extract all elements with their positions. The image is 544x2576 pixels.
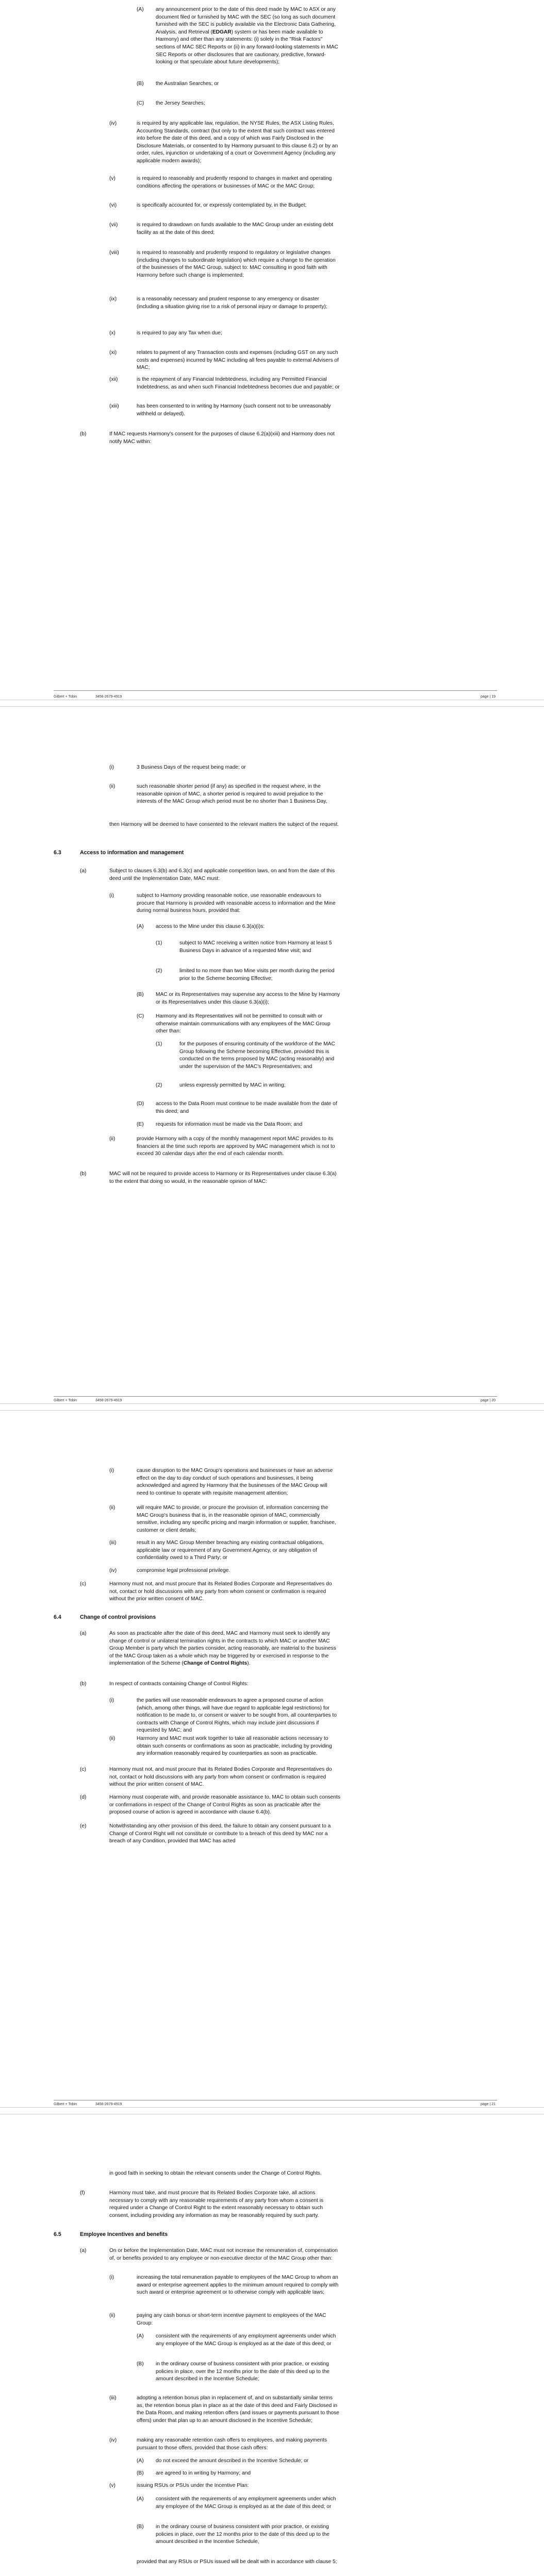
- p20-i-number: (i): [109, 765, 114, 770]
- p22-heading: Employee Incentives and benefits: [80, 2231, 168, 2238]
- p19-vii-text: is required to drawdown on funds available to the MAC Group under an existing debt facility as at the date of this deed;: [137, 222, 334, 235]
- p20-C1-number: (1): [156, 1041, 162, 1047]
- page-21: [0, 1411, 544, 2107]
- p19-vi-number: (vi): [109, 202, 117, 208]
- p22-vA-number: (A): [137, 2496, 144, 2502]
- p20-ii2-text: provide Harmony with a copy of the monthly management report MAC provides to its financiers at the time such reports are approved by MAC management which is not to exceed 30 calendar days after the end of each calendar month.: [137, 1136, 335, 1157]
- footer-firm: Gilbert + Tobin: [54, 695, 77, 699]
- p19-v-number: (v): [109, 176, 116, 181]
- p20-A2-text: limited to no more than two Mine visits per month during the period prior to the Scheme becoming Effective;: [179, 968, 335, 981]
- footer-page-number: page | 19: [481, 695, 496, 699]
- p20-then-text: then Harmony will be deemed to have consented to the relevant matters the subject of the request.: [109, 822, 339, 827]
- p22-continuation-text: in good faith in seeking to obtain the relevant consents under the Change of Control Rights.: [109, 2171, 322, 2176]
- p19-xiii-number: (xiii): [109, 403, 119, 409]
- footer-rule: [54, 690, 497, 691]
- p22-f-text: Harmony must take, and must procure that its Related Bodies Corporate take, all actions necessary to comply with any reasonable requirements of any party from whom a consent is required under a Change of Control Right to the extent reasonably necessary to obtain such consent, including providing any information as may be reasonably required by such party.: [109, 2190, 324, 2218]
- p20-ii-text: such reasonable shorter period (if any) as specified in the request where, in the reasonable opinion of MAC, a shorter period is required to avoid prejudice to the interests of the MAC Group which period must be no shorter than 1 Business Day,: [137, 784, 327, 805]
- p19-C-number: (C): [137, 100, 144, 106]
- p20-D-text: access to the Data Room must continue to be made available from the date of this deed; and: [156, 1101, 337, 1114]
- p21-i-text: cause disruption to the MAC Group's operations and businesses or have an adverse effect on the day to day conduct of such operations and businesses, it being acknowledged and agreed by Harmony that the businesses of the MAC Group will need to continue to operate with requisite management attention;: [137, 1468, 333, 1496]
- p19-viii-text: is required to reasonably and prudently respond to regulatory or legislative changes (including changes to subordinate legislation) which require a change to the operation of the businesses of the MAC Group, subject to: MAC consulting in good faith with Harmony before such change is implemented;: [137, 250, 336, 278]
- p21-b-number: (b): [80, 1681, 87, 1687]
- p21-bii-text: Harmony and MAC must work together to take all reasonable actions necessary to obtain such consents or confirmations as soon as practicable, including by providing any information reasonably required by counterparties as soon as practicable.: [137, 1736, 332, 1757]
- p19-A-text: any announcement prior to the date of this deed made by MAC to ASX or any document filed or furnished by MAC with the SEC (so long as such document furnished with the SEC is publicly available via the Electronic Data Gathering, Analysis, and Retrieval (EDGAR) system or has been made available to Harmony) and other than any statements: (i) solely in the "Risk Factors" sections of MAC SEC Reports or (ii) in any forward-looking statements in MAC SEC Reports or other disclosures that are cautionary, predictive, forward-looking or that speculate about future developments);: [156, 7, 338, 65]
- p20-B-text: MAC or its Representatives may supervise any access to the Mine by Harmony or its Representatives under this clause 6.3(a)(i);: [156, 992, 340, 1005]
- footer-page-number: page | 21: [481, 2103, 496, 2106]
- p22-vA-text: consistent with the requirements of any employment agreements under which any employee of the MAC Group is employed as at the date of this deed; or: [156, 2496, 336, 2510]
- p20-C-number: (C): [137, 1013, 144, 1019]
- p19-B-text: the Australian Searches; or: [156, 81, 219, 87]
- p20-ii2-number: (ii): [109, 1136, 116, 1142]
- p19-ix-number: (ix): [109, 296, 117, 302]
- p22-i-text: increasing the total remuneration payable to employees of the MAC Group to whom an award or enterprise agreement applies to the minimum amount required to comply with such award or enterprise agreement or to otherwise comply with applicable laws;: [137, 2275, 339, 2296]
- p20-C-text: Harmony and its Representatives will not be permitted to consult with or otherwise maintain communications with any employees of the MAC Group other than:: [156, 1013, 331, 1035]
- p20-i-text: 3 Business Days of the request being made; or: [137, 765, 246, 770]
- p20-i2-text: subject to Harmony providing reasonable notice, use reasonable endeavours to procure that Harmony is provided with reasonable access to information and the Mine during normal business hours, provided that:: [137, 893, 336, 914]
- p22-tail-text: provided that any RSUs or PSUs issued will be dealt with in accordance with clause 5;: [137, 2559, 337, 2565]
- p20-i2-number: (i): [109, 893, 114, 899]
- p21-iv-text: compromise legal professional privilege.: [137, 1568, 230, 1573]
- footer-rule: [54, 1396, 497, 1397]
- p21-bii-number: (ii): [109, 1736, 116, 1741]
- p20-A-number: (A): [137, 924, 144, 929]
- page-gap: [0, 1403, 544, 1411]
- p20-a-text: Subject to clauses 6.3(b) and 6.3(c) and applicable competition laws, on and from the date of this deed until the Implementation Date, MAC must:: [109, 868, 335, 882]
- footer-doc-ref: 3456-2679-4919: [95, 2103, 122, 2106]
- p19-xii-text: is the repayment of any Financial Indebtedness, including any Permitted Financial Indebtedness, as and when such Financial Indebtedness becomes due and payable; or: [137, 377, 340, 390]
- p21-bi-text: the parties will use reasonable endeavours to agree a proposed course of action (which, among other things, will have due regard to applicable legal restrictions) for notification to be made to, or consent or waiver to be sought from, all counterparties to contracts with Change of Control Rights, which may include joint discussions if requested by MAC; and: [137, 1698, 337, 1734]
- p20-A2-number: (2): [156, 968, 162, 974]
- p22-a-text: On or before the Implementation Date, MAC must not increase the remuneration of, compensation of, or benefits provided to any employee or non-executive director of the MAC Group other than:: [109, 2248, 338, 2261]
- p20-D-number: (D): [137, 1101, 144, 1107]
- p22-iii-number: (iii): [109, 2395, 117, 2401]
- p22-vB-text: in the ordinary course of business consistent with prior practice, or existing policies in place, over the 12 months prior to the date of this deed up to the amount described in the Incentive Schedule,: [156, 2524, 329, 2545]
- p22-ii-number: (ii): [109, 2313, 116, 2318]
- p22-iiA-number: (A): [137, 2333, 144, 2339]
- page-19: [0, 0, 544, 699]
- p21-e-number: (e): [80, 1823, 87, 1829]
- p20-C1-text: for the purposes of ensuring continuity of the workforce of the MAC Group following the Scheme becoming Effective, provided this is conducted on the terms proposed by MAC (acting reasonably) and under the supervision of the MAC's Representatives; and: [179, 1041, 335, 1070]
- p19-viii-number: (viii): [109, 250, 119, 256]
- p20-heading-number: 6.3: [54, 850, 61, 856]
- p21-c-number: (c): [80, 1581, 86, 1587]
- p22-vB-number: (B): [137, 2524, 144, 2530]
- p19-x-text: is required to pay any Tax when due;: [137, 330, 222, 336]
- p22-iiB-text: in the ordinary course of business consistent with prior practice, or existing policies in place, over the 12 months prior to the date of this deed up to the amount described in the Incentive Schedule;: [156, 2361, 329, 2382]
- page-gap: [0, 2107, 544, 2114]
- p20-heading: Access to information and management: [80, 850, 184, 856]
- p21-ii-text: will require MAC to provide, or procure the provision of, information concerning the MAC Group's business that is, in the reasonable opinion of MAC, commercially sensitive, including any specific pricing and margin information or supplier, franchisee, customer or client details;: [137, 1505, 336, 1533]
- p20-a-number: (a): [80, 868, 87, 874]
- p19-xii-number: (xii): [109, 377, 118, 382]
- p22-v-text: issuing RSUs or PSUs under the Incentive Plan:: [137, 2483, 249, 2488]
- p21-b-text: In respect of contracts containing Change of Control Rights:: [109, 1681, 249, 1687]
- p22-heading-number: 6.5: [54, 2231, 61, 2238]
- footer-firm: Gilbert + Tobin: [54, 2103, 77, 2106]
- p21-c-text-2: Harmony must not, and must procure that its Related Bodies Corporate and Representatives do not, contact or hold discussions with any party from whom consent or confirmation is required without the prior written consent of MAC.: [109, 1767, 332, 1788]
- p21-e-text: Notwithstanding any other provision of this deed, the failure to obtain any consent pursuant to a Change of Control Right will not constitute or contribute to a breach of this deed by MAC nor a breach of any Condition, provided that MAC has acted: [109, 1823, 331, 1844]
- p20-A-text: access to the Mine under this clause 6.3(a)(i)s:: [156, 924, 265, 929]
- p19-iv-number: (iv): [109, 121, 117, 126]
- footer-page-number: page | 20: [481, 1399, 496, 1402]
- p21-iii-number: (iii): [109, 1540, 117, 1546]
- p21-c-text: Harmony must not, and must procure that its Related Bodies Corporate and Representatives do not, contact or hold discussions with any party from whom consent or confirmation is required without the prior written consent of MAC.: [109, 1581, 332, 1602]
- p22-ii-text: paying any cash bonus or short-term incentive payment to employees of the MAC Group:: [137, 2313, 326, 2326]
- p22-i-number: (i): [109, 2275, 114, 2280]
- p19-xiii-text: has been consented to in writing by Harmony (such consent not to be unreasonably withheld or delayed).: [137, 403, 331, 417]
- p22-iiB-number: (B): [137, 2361, 144, 2367]
- p19-ix-text: is a reasonably necessary and prudent response to any emergency or disaster (including a situation giving rise to a risk of personal injury or damage to property);: [137, 296, 327, 310]
- p19-xi-text: relates to payment of any Transaction costs and expenses (including GST on any such costs and expenses) incurred by MAC including all fees payable to external Advisers of MAC;: [137, 350, 339, 371]
- p19-vi-text: is specifically accounted for, or expressly contemplated by, in the Budget;: [137, 202, 307, 208]
- page-gap: [0, 700, 544, 707]
- p21-heading: Change of control provisions: [80, 1614, 156, 1620]
- page-20: [0, 707, 544, 1403]
- p21-ii-number: (ii): [109, 1505, 116, 1511]
- footer-doc-ref: 3456-2679-4919: [95, 695, 122, 699]
- p19-iv-text: is required by any applicable law, regulation, the NYSE Rules, the ASX Listing Rules, Accounting Standards, contract (but only to the extent that such contract was entered into before the date of this deed, and a copy of which was Fairly Disclosed in the Disclosure Materials, or consented to by Harmony pursuant to this clause 6.2) or by an order, rules, injunction or undertaking of a court or Government Agency (including any applicable modern awards);: [137, 121, 338, 164]
- p21-d-number: (d): [80, 1794, 87, 1800]
- p22-iiA-text: consistent with the requirements of any employment agreements under which any employee of the MAC Group is employed as at the date of this deed; or: [156, 2333, 336, 2347]
- p19-vii-number: (vii): [109, 222, 118, 228]
- p21-iv-number: (iv): [109, 1568, 117, 1573]
- footer-doc-ref: 3456-2679-4919: [95, 1399, 122, 1402]
- p20-A1-number: (1): [156, 940, 162, 946]
- p20-E-text: requests for information must be made via the Data Room; and: [156, 1122, 303, 1127]
- p21-a-number: (a): [80, 1631, 87, 1636]
- p19-xi-number: (xi): [109, 350, 117, 355]
- p22-ivB-text: are agreed to in writing by Harmony; and: [156, 2470, 251, 2476]
- p21-bi-number: (i): [109, 1698, 114, 1703]
- p19-B-number: (B): [137, 81, 144, 87]
- p19-b-text: If MAC requests Harmony's consent for the purposes of clause 6.2(a)(xiii) and Harmony does not notify MAC within:: [109, 431, 335, 445]
- p22-iv-number: (iv): [109, 2437, 117, 2443]
- p19-x-number: (x): [109, 330, 116, 336]
- footer-firm: Gilbert + Tobin: [54, 1399, 77, 1402]
- p22-v-number: (v): [109, 2483, 116, 2488]
- p22-iii-text: adopting a retention bonus plan in replacement of, and on substantially similar terms as, the retention bonus plan in place as at the date of this deed and Fairly Disclosed in the Data Room, and making retention offers (and issues or payments pursuant to those offers) under that plan up to an amount disclosed in the Incentive Schedule;: [137, 2395, 339, 2424]
- p21-d-text: Harmony must cooperate with, and provide reasonable assistance to, MAC to obtain such consents or confirmations in respect of the Change of Control Rights as soon as practicable after the proposed course of action is agreed in accordance with clause 6.4(b).: [109, 1794, 340, 1816]
- p19-C-text: the Jersey Searches;: [156, 100, 205, 106]
- p19-b-number: (b): [80, 431, 87, 437]
- p20-ii-number: (ii): [109, 784, 116, 789]
- p22-ivB-number: (B): [137, 2470, 144, 2476]
- p22-iv-text: making any reasonable retention cash offers to employees, and making payments pursuant to those offers, provided that those cash offers:: [137, 2437, 327, 2451]
- p22-f-number: (f): [80, 2190, 85, 2196]
- p20-b-number: (b): [80, 1171, 87, 1177]
- p22-ivA-text: do not exceed the amount described in the Incentive Schedule; or: [156, 2458, 309, 2464]
- p21-a-text: As soon as practicable after the date of this deed, MAC and Harmony must seek to identify any change of control or unilateral termination rights in the contracts to which MAC or another MAC Group Member is party which the parties consider, acting reasonably, are material to the business of the MAC Group taken as a whole which may be triggered by or exercised in response to the implementation of the Scheme (Change of Control Rights).: [109, 1631, 336, 1667]
- p20-b-text: MAC will not be required to provide access to Harmony or its Representatives under clause 6.3(a) to the extent that doing so would, in the reasonable opinion of MAC:: [109, 1171, 337, 1184]
- p22-a-number: (a): [80, 2248, 87, 2253]
- p21-heading-number: 6.4: [54, 1614, 61, 1620]
- p20-C2-text: unless expressly permitted by MAC in writing;: [179, 1082, 286, 1088]
- page-22: [0, 2114, 544, 2576]
- p20-B-number: (B): [137, 992, 144, 997]
- p20-C2-number: (2): [156, 1082, 162, 1088]
- p21-c2-number: (c): [80, 1767, 86, 1772]
- p20-A1-text: subject to MAC receiving a written notice from Harmony at least 5 Business Days in advance of a requested Mine visit; and: [179, 940, 332, 954]
- p19-v-text: is required to reasonably and prudently respond to changes in market and operating conditions affecting the operations or businesses of MAC or the MAC Group;: [137, 176, 332, 189]
- p21-iii-text: result in any MAC Group Member breaching any existing contractual obligations, applicable law or requirement of any Government Agency, or any obligation of confidentiality owed to a Third Party; or: [137, 1540, 324, 1561]
- p22-ivA-number: (A): [137, 2458, 144, 2464]
- p21-i-number: (i): [109, 1468, 114, 1473]
- p19-A-number: (A): [137, 7, 144, 12]
- p20-E-number: (E): [137, 1122, 144, 1127]
